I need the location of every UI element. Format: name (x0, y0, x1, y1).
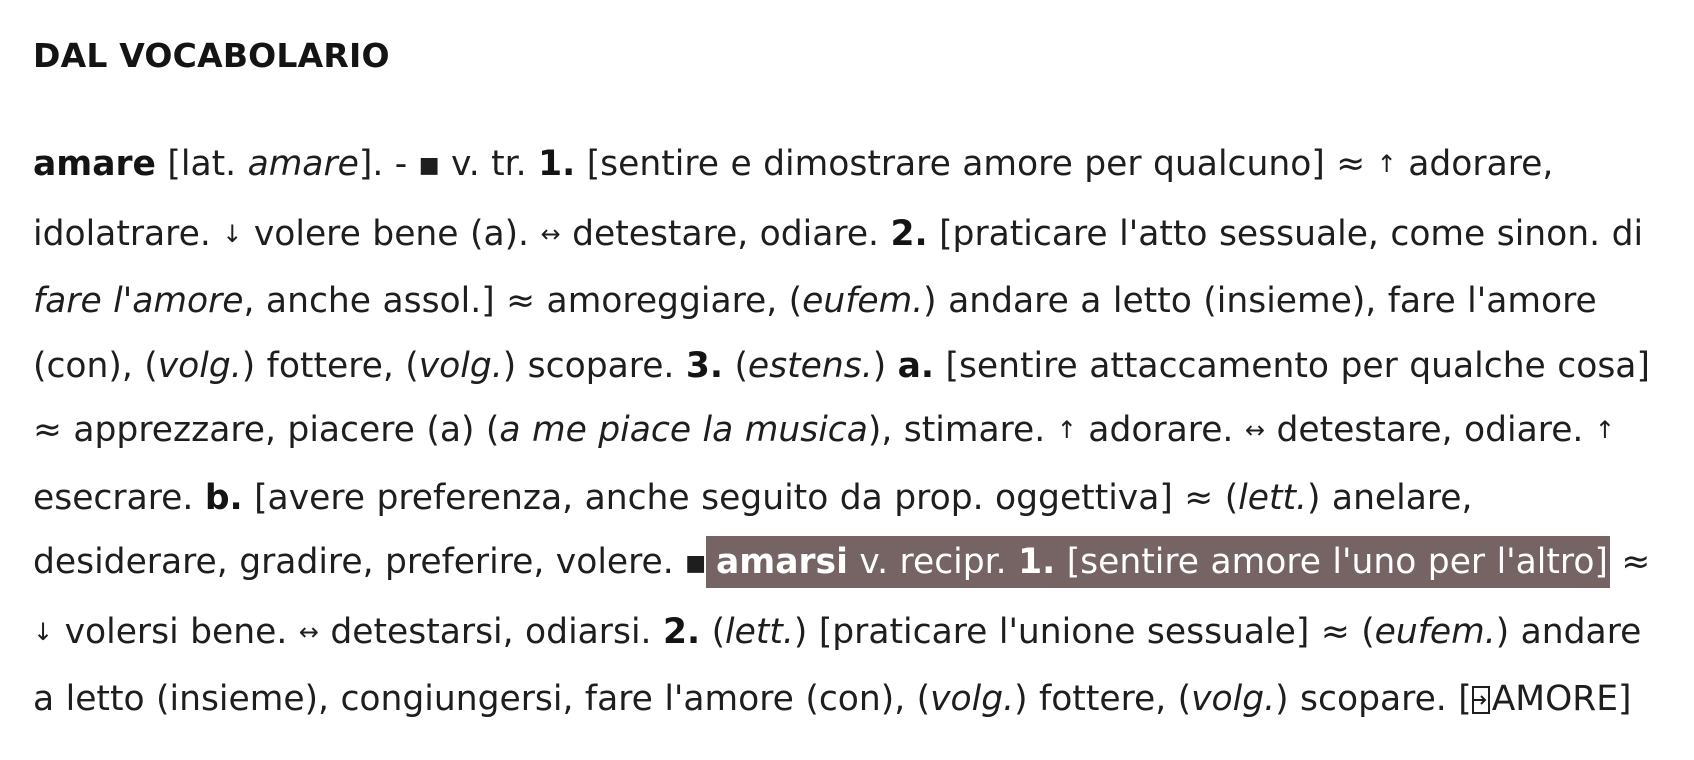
register-label: volg. (1191, 679, 1276, 719)
subsense-letter-a: a. (897, 345, 935, 386)
arrow-into-box-icon (1472, 686, 1490, 714)
register-label: lett. (725, 611, 794, 652)
synonym-icon: ≈ (1621, 542, 1651, 582)
usage-example: a me piace la musica (499, 410, 868, 450)
antonym-icon: ↔ (1244, 416, 1265, 444)
paren: ( (711, 611, 726, 652)
synonym-icon: ≈ (506, 281, 536, 321)
paren: ( (734, 345, 748, 386)
sense-2-synonyms: ) andare a letto (insieme), fare l'amore (con), ( (33, 281, 1597, 386)
entry-lemma: amare (33, 144, 156, 184)
sense-number-2: 2. (890, 213, 928, 254)
antonym-icon: ↔ (540, 219, 561, 248)
sense-2-definition-italic: fare l'amore (33, 281, 244, 321)
xref-bracket-close: ] (1618, 679, 1632, 719)
sub-lemma: amarsi (716, 542, 848, 582)
reciprocal-sense-2-synonyms: ) fottere, ( (1014, 679, 1192, 719)
synonym-icon: ≈ (1336, 144, 1366, 184)
sense-number-3: 3. (685, 345, 723, 386)
xref-bracket-open: [ (1458, 679, 1472, 719)
sense-2-synonyms: ) fottere, ( (241, 345, 419, 386)
sense-1-weaker-terms: volere bene (a). (253, 213, 530, 254)
cross-reference[interactable] (1458, 679, 1631, 719)
sense-3a-stronger-terms: adorare. (1088, 410, 1234, 450)
etymology-open: [lat. (167, 144, 237, 184)
register-label: estens. (747, 345, 873, 386)
reciprocal-sense-2-synonyms: ) andare a letto (insieme), congiungersi, fare l'amore (con), ( (33, 611, 1642, 719)
register-label: volg. (930, 679, 1015, 719)
register-label: eufem. (802, 281, 924, 321)
section-marker-icon: ■ (685, 551, 707, 576)
sub-part-of-speech: v. recipr. (859, 542, 1007, 582)
paren: ) (872, 345, 887, 386)
sense-3a-synonyms: apprezzare, piacere (a) ( (73, 410, 500, 450)
weaker-term-icon: ↓ (33, 617, 54, 646)
part-of-speech: v. tr. (450, 144, 527, 184)
etymology-close: ]. - (358, 144, 408, 184)
reciprocal-sense-1-weaker-terms: volersi bene. (64, 611, 288, 652)
subsense-letter-b: b. (204, 477, 243, 518)
reciprocal-sense-number-2: 2. (662, 611, 701, 652)
register-label: eufem. (1374, 611, 1496, 652)
stronger-term-icon: ↑ (1376, 150, 1397, 178)
weaker-term-icon: ↓ (222, 219, 243, 248)
synonym-icon: ≈ (1320, 611, 1350, 652)
sense-1-stronger-terms: adorare, idolatrare. (33, 144, 1554, 254)
paren: ) (793, 611, 808, 652)
reciprocal-sense-1-definition: [sentire amore l'uno per l'altro] (1066, 542, 1608, 582)
sense-1-antonyms: detestare, odiare. (572, 213, 880, 254)
reciprocal-sense-number-1: 1. (1018, 542, 1056, 582)
sense-3a-synonyms: ), stimare. (867, 410, 1046, 450)
sense-2-synonyms: amoreggiare, ( (546, 281, 803, 321)
reciprocal-sense-2-synonyms: ( (1361, 611, 1375, 652)
sense-3a-stronger-antonyms: esecrare. (33, 477, 194, 518)
section-marker-icon: ■ (418, 153, 440, 178)
sense-3b-synonyms: ) anelare, desiderare, gradire, preferire, volere. (33, 477, 1473, 582)
reciprocal-sense-1-antonyms: detestarsi, odiarsi. (330, 611, 652, 652)
synonym-icon: ≈ (1184, 477, 1214, 518)
synonym-icon: ≈ (33, 410, 62, 450)
highlighted-selection[interactable] (706, 536, 1610, 588)
sense-3b-synonyms: ( (1224, 477, 1239, 518)
stronger-term-icon: ↑ (1056, 416, 1077, 444)
sense-2-definition: [praticare l'atto sessuale, come sinon. di (939, 213, 1644, 254)
sense-3b-definition: [avere preferenza, anche seguito da prop. oggettiva] (254, 477, 1173, 518)
sense-3a-definition: [sentire attaccamento per qualche cosa] (945, 345, 1650, 386)
sense-2-definition-end: , anche assol.] (243, 281, 495, 321)
register-label: volg. (418, 345, 503, 386)
section-title: DAL VOCABOLARIO (33, 36, 390, 75)
dictionary-entry (33, 132, 1673, 732)
antonym-icon: ↔ (298, 617, 319, 646)
register-label: lett. (1238, 477, 1307, 518)
stronger-term-icon: ↑ (1594, 416, 1615, 444)
reciprocal-sense-2-synonyms: ) scopare. (1275, 679, 1447, 719)
etymology-word: amare (247, 144, 359, 184)
xref-target: AMORE (1491, 679, 1618, 719)
register-label: volg. (157, 345, 242, 386)
sense-number-1: 1. (538, 144, 576, 184)
reciprocal-sense-2-definition: [praticare l'unione sessuale] (818, 611, 1310, 652)
sense-3a-antonyms: detestare, odiare. (1276, 410, 1584, 450)
sense-1-definition: [sentire e dimostrare amore per qualcuno] (586, 144, 1325, 184)
sense-2-synonyms: ) scopare. (502, 345, 675, 386)
